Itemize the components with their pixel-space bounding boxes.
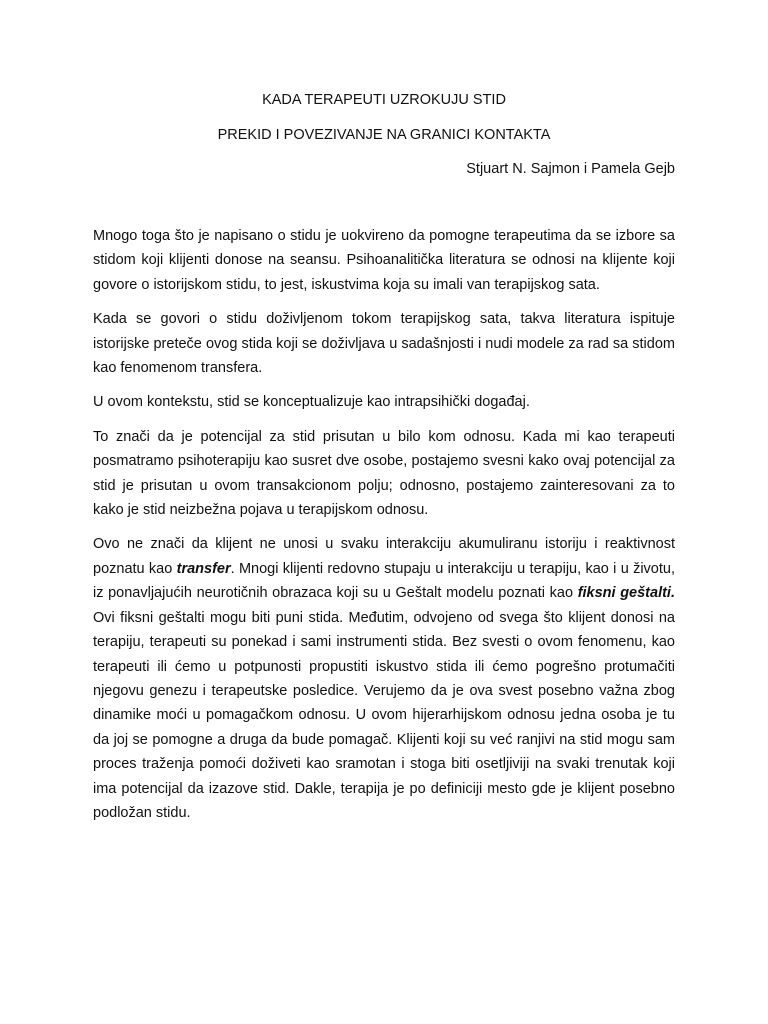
document-subtitle: PREKID I POVEZIVANJE NA GRANICI KONTAKTA <box>217 127 551 143</box>
paragraph-5-text-3: Ovi fiksni geštalti mogu biti puni stida. Međutim, odvojeno od svega što klijent donosi na terapiju, terapeuti su ponekad i sami instrumenti stida. Bez svesti o ovom fenomenu, kao terapeuti ili ćemo u potpunosti propustiti iskustvo stida ili ćemo pogrešno protumačiti njegovu genezu i terapeutske posledice. Verujemo da je ova svest posebno važna zbog dinamike moći u pomagačkom odnosu. U ovom hijerarhijskom odnosu jedna osoba je tu da joj se pomogne a druga da bude pomagač. Klijenti koji su već ranjivi na stid mogu sam proces traženja pomoći doživeti kao sramotan i stoga biti osetljiviji na svaki trenutak koji ima potencijal da izazove stid. Dakle, terapija je po definiciji mesto gde je klijent posebno podložan stidu. <box>93 609 675 821</box>
paragraph-5-text-1: Ovo ne znači da klijent ne unosi u svaku interakciju akumuliranu istoriju i reaktivnost poznatu kao <box>93 536 675 577</box>
document-authors: Stjuart N. Sajmon i Pamela Gejb <box>466 161 675 177</box>
document-page <box>93 90 675 835</box>
paragraph-3: U ovom kontekstu, stid se konceptualizuje kao intrapsihički događaj. <box>93 394 530 411</box>
emphasis-transfer: transfer <box>176 560 231 577</box>
paragraph-1: Mnogo toga što je napisano o stidu je uokvireno da pomogne terapeutima da se izbore sa stidom koji klijenti donose na seansu. Psihoanalitička literatura se odnosi na klijente koji govore o istorijskom stidu, to jest, iskustvima koja su imali van terapijskog sata. <box>93 228 675 293</box>
document-title: KADA TERAPEUTI UZROKUJU STID <box>262 92 506 108</box>
paragraph-2: Kada se govori o stidu doživljenom tokom terapijskog sata, takva literatura ispituje istorijske preteče ovog stida koji se doživljava u sadašnjosti i nudi modele za rad sa stidom kao fenomenom transfera. <box>93 311 675 377</box>
paragraph-5 <box>93 532 675 825</box>
emphasis-fiksni-gestalti: fiksni geštalti. <box>577 585 675 602</box>
paragraph-4: To znači da je potencijal za stid prisutan u bilo kom odnosu. Kada mi kao terapeuti posmatramo psihoterapiju kao susret dve osobe, postajemo svesni kako ovaj potencijal za stid je prisutan u ovom transakcionom polju; odnosno, postajemo zainteresovani za to kako je stid neizbežna pojava u terapijskom odnosu. <box>93 428 675 519</box>
paragraph-5-text-2: . Mnogi klijenti redovno stupaju u interakciju u terapiju, kao i u životu, iz ponavljajućih neurotičnih obrazaca koji su u Geštalt modelu poznati kao <box>93 560 675 602</box>
